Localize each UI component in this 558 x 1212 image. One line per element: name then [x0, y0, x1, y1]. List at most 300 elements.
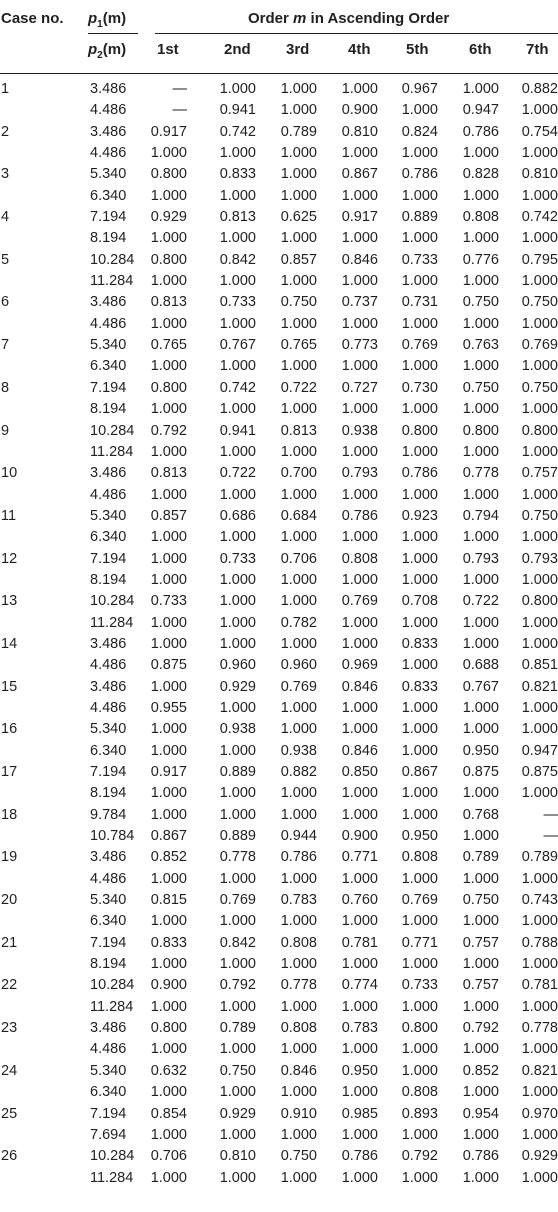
order-value-cell: 0.810	[219, 1148, 256, 1165]
order-value-cell: 0.793	[462, 550, 499, 567]
order-value-cell: 1.000	[521, 1126, 558, 1143]
order-value-cell: 1.000	[150, 187, 187, 204]
order-value-cell: 1.000	[219, 529, 256, 546]
order-value-cell: 1.000	[150, 806, 187, 823]
table-row	[0, 954, 558, 975]
order-value-cell: 0.800	[150, 1020, 187, 1037]
table-row	[0, 378, 558, 399]
order-value-cell: 1.000	[280, 145, 317, 162]
order-value-cell: 1.000	[401, 785, 438, 802]
order-value-cell: 1.000	[219, 913, 256, 930]
order-value-cell: 1.000	[521, 273, 558, 290]
order-value-cell: 0.808	[280, 934, 317, 951]
order-value-cell: 1.000	[341, 870, 378, 887]
order-value-cell: 1.000	[280, 1169, 317, 1186]
case-number-cell: 24	[1, 1062, 18, 1079]
p-value-cell: 8.194	[90, 230, 127, 247]
case-number-cell: 10	[1, 465, 18, 482]
order-value-cell: 1.000	[401, 102, 438, 119]
table-row	[0, 805, 558, 826]
order-value-cell: 0.893	[401, 1105, 438, 1122]
order-value-cell: 1.000	[150, 486, 187, 503]
order-value-cell: 1.000	[401, 145, 438, 162]
order-value-cell: 0.808	[401, 849, 438, 866]
order-value-cell: 0.857	[150, 507, 187, 524]
order-value-cell: 1.000	[150, 315, 187, 332]
order-value-cell: 0.792	[150, 422, 187, 439]
case-number-cell: 14	[1, 635, 18, 652]
case-number-cell: 20	[1, 892, 18, 909]
order-value-cell: 1.000	[462, 699, 499, 716]
table-row	[0, 698, 558, 719]
order-value-cell: 0.846	[280, 1062, 317, 1079]
order-value-cell: 1.000	[280, 571, 317, 588]
order-value-cell: 0.769	[401, 337, 438, 354]
table-header	[0, 0, 558, 82]
order-value-cell: 1.000	[401, 486, 438, 503]
order-value-cell: 0.967	[401, 81, 438, 97]
p-value-cell: 3.486	[90, 849, 127, 866]
order-value-cell: 0.750	[521, 507, 558, 524]
order-value-cell: 1.000	[280, 913, 317, 930]
table-row	[0, 506, 558, 527]
order-value-cell: 0.625	[280, 209, 317, 226]
order-value-cell: 0.808	[341, 550, 378, 567]
order-value-cell: 1.000	[150, 998, 187, 1015]
p-value-cell: 7.194	[90, 550, 127, 567]
order-value-cell: 0.938	[280, 742, 317, 759]
order-value-cell: 1.000	[280, 956, 317, 973]
order-value-cell: 0.688	[462, 657, 499, 674]
order-value-cell: 1.000	[219, 593, 256, 610]
case-no-header: Case no.	[1, 10, 64, 27]
order-value-cell: 1.000	[401, 273, 438, 290]
order-value-cell: 0.800	[150, 251, 187, 268]
case-number-cell: 8	[1, 379, 10, 396]
p-value-cell: 7.194	[90, 1105, 127, 1122]
order-value-cell: 1.000	[521, 529, 558, 546]
order-value-cell: 1.000	[219, 1169, 256, 1186]
order-value-cell: 0.727	[341, 379, 378, 396]
order-value-cell: 1.000	[219, 315, 256, 332]
order-value-cell: 1.000	[280, 102, 317, 119]
case-number-cell: 3	[1, 166, 10, 183]
order-value-cell: 1.000	[462, 1169, 499, 1186]
table-row	[0, 655, 558, 676]
order-value-cell: 1.000	[150, 529, 187, 546]
order-value-cell: 0.875	[462, 764, 499, 780]
order-value-cell: 1.000	[219, 230, 256, 247]
order-value-cell: 0.950	[462, 742, 499, 759]
p-value-cell: 11.284	[90, 443, 134, 460]
order-value-cell: 1.000	[341, 1126, 378, 1143]
order-value-cell: 1.000	[341, 571, 378, 588]
order-value-cell: 1.000	[462, 145, 499, 162]
order-header-4th: 4th	[348, 41, 371, 58]
order-value-cell: 0.786	[341, 1148, 378, 1165]
order-value-cell: 0.765	[150, 337, 187, 354]
order-value-cell: 0.842	[219, 251, 256, 268]
order-value-cell: 0.742	[219, 123, 256, 140]
table-row	[0, 869, 558, 890]
order-value-cell: 1.000	[521, 913, 558, 930]
order-value-cell: 1.000	[150, 678, 187, 695]
table-row	[0, 613, 558, 634]
order-value-cell: 0.954	[462, 1105, 499, 1122]
order-value-cell: 1.000	[280, 486, 317, 503]
order-value-cell: 1.000	[280, 785, 317, 802]
table-row	[0, 79, 558, 100]
order-value-cell: 1.000	[150, 742, 187, 759]
order-value-cell: 1.000	[280, 593, 317, 610]
order-value-cell: 1.000	[401, 443, 438, 460]
order-value-cell: 1.000	[280, 443, 317, 460]
order-value-cell: 1.000	[521, 187, 558, 204]
case-number-cell: 6	[1, 294, 10, 311]
order-value-cell: 1.000	[280, 699, 317, 716]
order-value-cell: 1.000	[341, 187, 378, 204]
order-value-cell: 1.000	[150, 1126, 187, 1143]
order-value-cell: 1.000	[521, 870, 558, 887]
case-number-cell: 21	[1, 934, 18, 951]
order-value-cell: 0.929	[219, 1105, 256, 1122]
order-value-cell: 0.813	[150, 294, 187, 311]
order-value-cell: 0.846	[341, 742, 378, 759]
order-value-cell: 1.000	[150, 401, 187, 418]
table-row	[0, 719, 558, 740]
p1-unit: (m)	[102, 10, 127, 27]
case-number-cell: 7	[1, 337, 10, 354]
order-value-cell: 0.769	[341, 593, 378, 610]
order-value-cell: 0.850	[341, 764, 378, 780]
p-header-rule	[88, 33, 138, 34]
table-row	[0, 783, 558, 804]
order-value-cell: 0.757	[462, 934, 499, 951]
order-value-cell: 1.000	[401, 1062, 438, 1079]
order-value-cell: 1.000	[341, 529, 378, 546]
order-value-cell: 0.706	[280, 550, 317, 567]
order-value-cell: 1.000	[521, 145, 558, 162]
order-value-cell: 0.730	[401, 379, 438, 396]
order-value-cell: 1.000	[280, 635, 317, 652]
order-value-cell: 0.808	[280, 1020, 317, 1037]
order-value-cell: 1.000	[219, 401, 256, 418]
p-value-cell: 6.340	[90, 187, 127, 204]
order-value-cell: 1.000	[219, 486, 256, 503]
order-value-cell: 0.767	[462, 678, 499, 695]
order-value-cell: 0.833	[401, 678, 438, 695]
order-value-cell: 0.771	[401, 934, 438, 951]
order-value-cell: 1.000	[462, 956, 499, 973]
order-value-cell: 0.769	[280, 678, 317, 695]
order-value-cell: 1.000	[280, 1126, 317, 1143]
table-row	[0, 762, 558, 783]
order-value-cell: 1.000	[401, 956, 438, 973]
order-value-cell: 0.774	[341, 977, 378, 994]
table-row	[0, 1061, 558, 1082]
order-value-cell: 0.800	[401, 422, 438, 439]
order-value-cell: 0.947	[462, 102, 499, 119]
order-value-cell: 1.000	[150, 1084, 187, 1101]
order-value-cell: 1.000	[219, 81, 256, 97]
order-value-cell: 0.813	[280, 422, 317, 439]
table-row	[0, 186, 558, 207]
order-value-cell: 1.000	[462, 1041, 499, 1058]
p-value-cell: 7.194	[90, 934, 127, 951]
order-value-cell: 0.792	[219, 977, 256, 994]
order-value-cell: 0.824	[401, 123, 438, 140]
order-value-cell: 0.763	[462, 337, 499, 354]
p-value-cell: 7.194	[90, 379, 127, 396]
order-value-cell: 1.000	[462, 358, 499, 375]
order-value-cell: 1.000	[150, 785, 187, 802]
p-value-cell: 8.194	[90, 956, 127, 973]
case-number-cell: 11	[1, 507, 17, 524]
case-number-cell: 5	[1, 251, 10, 268]
order-value-cell: 1.000	[462, 913, 499, 930]
p-value-cell: 4.486	[90, 145, 127, 162]
order-value-cell: 1.000	[341, 401, 378, 418]
order-value-cell: 1.000	[462, 635, 499, 652]
case-number-cell: 19	[1, 849, 18, 866]
order-value-cell: 0.795	[521, 251, 558, 268]
p-value-cell: 4.486	[90, 315, 127, 332]
case-number-cell: 17	[1, 764, 18, 780]
table-row	[0, 826, 558, 847]
order-value-cell: 0.769	[401, 892, 438, 909]
table-row	[0, 335, 558, 356]
order-value-cell: 1.000	[150, 571, 187, 588]
table-row	[0, 143, 558, 164]
order-value-cell: 0.846	[341, 678, 378, 695]
order-value-cell: 0.917	[341, 209, 378, 226]
order-value-cell: 0.808	[462, 209, 499, 226]
order-value-cell: 1.000	[280, 998, 317, 1015]
order-value-cell: 1.000	[341, 998, 378, 1015]
order-value-cell: 0.889	[401, 209, 438, 226]
order-value-cell: 1.000	[401, 913, 438, 930]
p-value-cell: 4.486	[90, 486, 127, 503]
table-row	[0, 677, 558, 698]
p-value-cell: 10.784	[90, 828, 135, 845]
order-header-2nd: 2nd	[224, 41, 251, 58]
p-value-cell: 11.284	[90, 614, 134, 631]
order-value-cell: 0.769	[521, 337, 558, 354]
p-value-cell: 10.284	[90, 593, 135, 610]
order-header-5th: 5th	[406, 41, 429, 58]
table-row	[0, 1018, 558, 1039]
order-value-cell: 0.750	[462, 379, 499, 396]
table-row	[0, 100, 558, 121]
order-value-cell: 0.810	[341, 123, 378, 140]
order-value-cell: 0.900	[150, 977, 187, 994]
order-value-cell: 0.938	[341, 422, 378, 439]
order-value-cell: 0.783	[341, 1020, 378, 1037]
table-row	[0, 591, 558, 612]
table-row	[0, 164, 558, 185]
table-row	[0, 463, 558, 484]
order-value-cell: 1.000	[401, 998, 438, 1015]
table-row	[0, 527, 558, 548]
p-value-cell: 3.486	[90, 81, 127, 97]
p-value-cell: 4.486	[90, 870, 127, 887]
order-value-cell: 1.000	[521, 358, 558, 375]
order-value-cell: 1.000	[401, 550, 438, 567]
order-value-cell: 1.000	[521, 956, 558, 973]
order-value-cell: 1.000	[341, 358, 378, 375]
order-value-cell: 0.900	[341, 102, 378, 119]
order-value-cell: 1.000	[219, 358, 256, 375]
p-value-cell: 4.486	[90, 1041, 127, 1058]
table-row	[0, 1125, 558, 1146]
case-number-cell: 18	[1, 806, 18, 823]
order-value-cell: 1.000	[219, 635, 256, 652]
order-value-cell: 0.706	[150, 1148, 187, 1165]
order-value-cell: 0.700	[280, 465, 317, 482]
order-value-cell: 1.000	[462, 998, 499, 1015]
order-value-cell: 0.782	[280, 614, 317, 631]
order-value-cell: 1.000	[280, 81, 317, 97]
order-value-cell: 0.750	[219, 1062, 256, 1079]
order-value-cell: 1.000	[150, 721, 187, 738]
p-value-cell: 6.340	[90, 742, 127, 759]
order-value-cell: 0.833	[219, 166, 256, 183]
order-value-cell: 0.889	[219, 764, 256, 780]
p-value-cell: 5.340	[90, 507, 127, 524]
order-value-cell: 0.852	[462, 1062, 499, 1079]
order-value-cell: 0.851	[521, 657, 558, 674]
order-value-cell: 1.000	[521, 571, 558, 588]
order-value-cell: 1.000	[341, 614, 378, 631]
order-value-cell: 1.000	[150, 145, 187, 162]
order-value-cell: 1.000	[521, 998, 558, 1015]
table-row	[0, 399, 558, 420]
order-value-cell: 1.000	[401, 1126, 438, 1143]
order-value-cell: 1.000	[462, 529, 499, 546]
p-value-cell: 3.486	[90, 1020, 127, 1037]
order-value-cell: 0.778	[219, 849, 256, 866]
order-value-cell: 1.000	[401, 315, 438, 332]
order-value-cell: 1.000	[280, 401, 317, 418]
order-value-cell: 1.000	[150, 273, 187, 290]
order-value-cell: 0.737	[341, 294, 378, 311]
order-value-cell: 0.833	[401, 635, 438, 652]
order-value-cell: —	[172, 102, 187, 119]
case-number-cell: 9	[1, 422, 10, 439]
table-row	[0, 741, 558, 762]
p-value-cell: 7.194	[90, 209, 127, 226]
order-value-cell: 1.000	[219, 1126, 256, 1143]
order-value-cell: 1.000	[462, 614, 499, 631]
order-value-cell: 1.000	[462, 785, 499, 802]
case-number-cell: 22	[1, 977, 18, 994]
table-row	[0, 570, 558, 591]
p-value-cell: 11.284	[90, 998, 134, 1015]
order-value-cell: 0.960	[219, 657, 256, 674]
case-number-cell: 12	[1, 550, 18, 567]
order-value-cell: 0.632	[150, 1062, 187, 1079]
order-value-cell: 1.000	[219, 956, 256, 973]
order-value-cell: 0.950	[341, 1062, 378, 1079]
order-value-cell: 0.985	[341, 1105, 378, 1122]
order-value-cell: 0.813	[150, 465, 187, 482]
p-value-cell: 10.284	[90, 1148, 135, 1165]
order-value-cell: 0.773	[341, 337, 378, 354]
order-value-cell: 0.742	[521, 209, 558, 226]
order-value-cell: 1.000	[401, 529, 438, 546]
order-value-cell: 0.789	[280, 123, 317, 140]
order-value-cell: 0.781	[521, 977, 558, 994]
order-value-cell: 1.000	[341, 956, 378, 973]
order-value-cell: 1.000	[150, 550, 187, 567]
order-value-cell: 1.000	[462, 401, 499, 418]
header-bottom-rule	[0, 73, 558, 74]
order-value-cell: 0.917	[150, 123, 187, 140]
order-value-cell: 0.800	[521, 422, 558, 439]
table-body	[0, 79, 558, 1189]
order-value-cell: 1.000	[401, 806, 438, 823]
order-value-cell: 0.743	[521, 892, 558, 909]
order-value-cell: 0.800	[521, 593, 558, 610]
order-value-cell: 0.778	[462, 465, 499, 482]
order-value-cell: 0.842	[219, 934, 256, 951]
order-value-cell: 1.000	[280, 529, 317, 546]
table-row	[0, 207, 558, 228]
p2-unit: (m)	[102, 41, 127, 58]
order-value-cell: 0.786	[462, 123, 499, 140]
p1-subscript: 1	[97, 19, 103, 30]
order-value-cell: 1.000	[219, 699, 256, 716]
order-value-cell: 0.778	[521, 1020, 558, 1037]
order-value-cell: 1.000	[401, 187, 438, 204]
p-value-cell: 6.340	[90, 529, 127, 546]
p-value-cell: 10.284	[90, 251, 135, 268]
table-row	[0, 1039, 558, 1060]
order-value-cell: 1.000	[219, 614, 256, 631]
order-value-cell: 1.000	[341, 443, 378, 460]
order-value-cell: 0.800	[462, 422, 499, 439]
order-value-cell: 0.900	[341, 828, 378, 845]
order-value-cell: 0.783	[280, 892, 317, 909]
p-value-cell: 3.486	[90, 635, 127, 652]
order-value-cell: 1.000	[219, 187, 256, 204]
order-value-cell: 0.846	[341, 251, 378, 268]
order-value-cell: 1.000	[280, 187, 317, 204]
order-value-cell: 1.000	[462, 443, 499, 460]
table-row	[0, 228, 558, 249]
order-value-cell: 0.786	[401, 465, 438, 482]
order-value-cell: 0.941	[219, 422, 256, 439]
order-value-cell: 0.686	[219, 507, 256, 524]
order-value-cell: 0.929	[150, 209, 187, 226]
table-row	[0, 890, 558, 911]
table-row	[0, 250, 558, 271]
order-value-cell: 0.792	[462, 1020, 499, 1037]
order-value-cell: 1.000	[219, 870, 256, 887]
p-value-cell: 4.486	[90, 699, 127, 716]
order-value-cell: 0.828	[462, 166, 499, 183]
order-value-cell: 1.000	[341, 1084, 378, 1101]
order-value-cell: 1.000	[401, 1169, 438, 1186]
order-value-cell: 0.867	[341, 166, 378, 183]
order-value-cell: 0.786	[462, 1148, 499, 1165]
order-value-cell: 1.000	[521, 1084, 558, 1101]
table-row	[0, 1168, 558, 1189]
order-value-cell: 0.731	[401, 294, 438, 311]
table-row	[0, 122, 558, 143]
order-value-cell: 1.000	[521, 785, 558, 802]
order-value-cell: 0.944	[280, 828, 317, 845]
